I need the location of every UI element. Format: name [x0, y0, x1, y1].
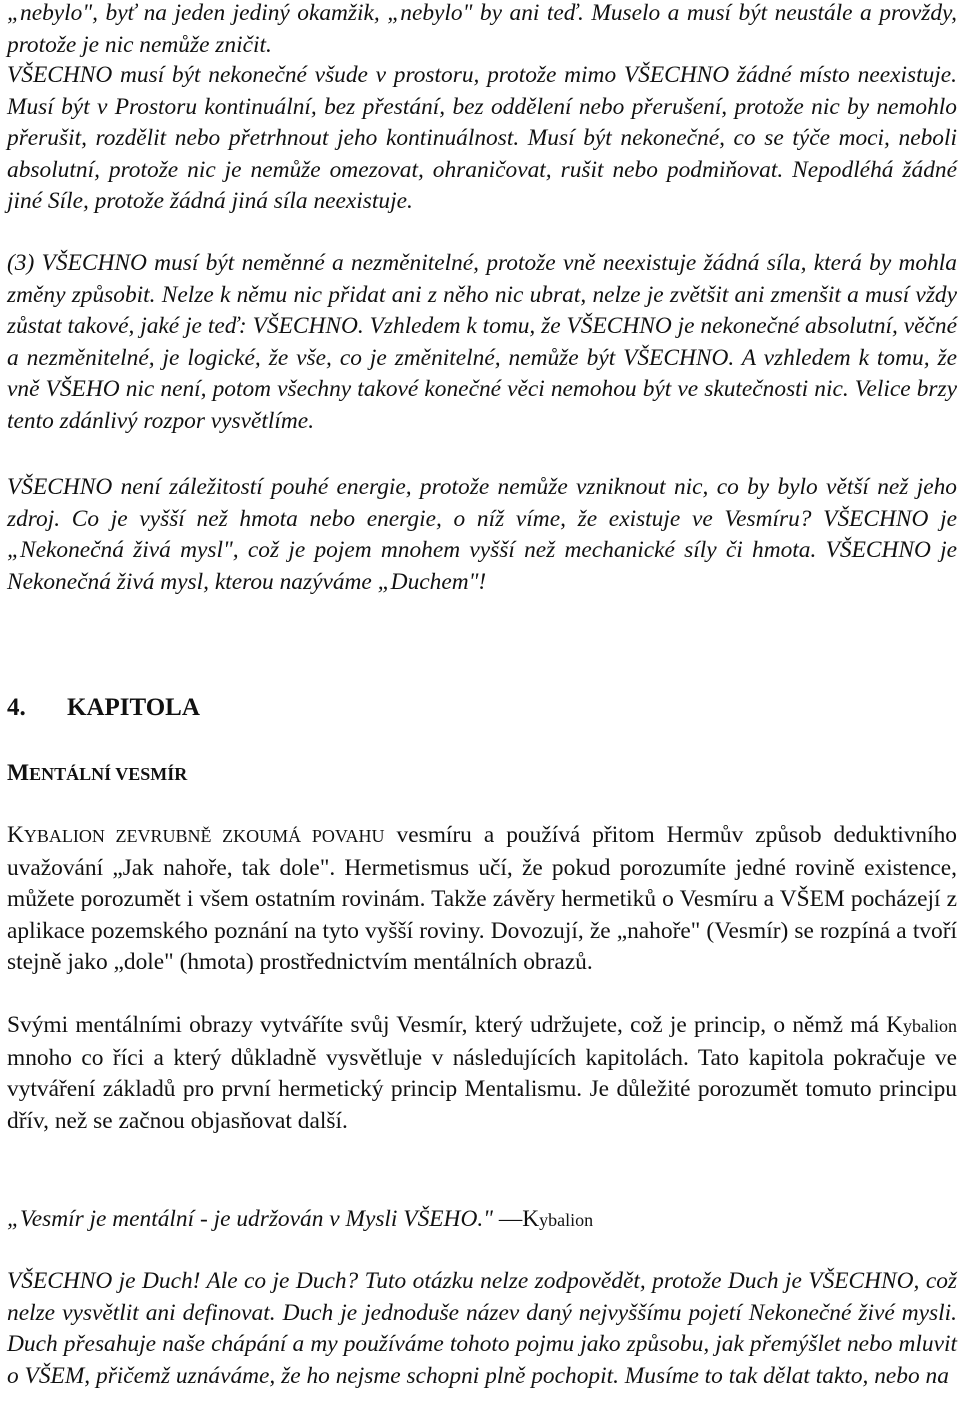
paragraph-mental-images: Svými mentálními obrazy vytváříte svůj Vesmír, který udržujete, což je princip, o němž má Kybalion mnoho co říci a který důkladně vysvětluje v následujících kapitolách. Tato kapitola pokračuje ve vytváření základů pro první hermetický princip Mentalismu. Je důležité porozumět tomuto principu dřív, než se začnou objasňovat další. — [7, 1012, 957, 1134]
paragraph-unchangeable: (3) VŠECHNO musí být neměnné a nezměnitelné, protože vně neexistuje žádná síla, která by mohla změny způsobit. Nelze k němu nic přidat ani z něho nic ubrat, nelze je zvětšit ani zmenšit a musí vždy zůstat takové, jaké je teď: VŠECHNO. Vzhledem k tomu, že VŠECHNO je nekonečné absolutní, věčné a nezměnitelné, je logické, že vše, co je změnitelné, nemůže být VŠECHNO. A vzhledem k tomu, že vně VŠEHO nic není, potom všechny takové konečné věci nemohou být ve skutečnosti nic. Velice brzy tento zdánlivý rozpor vysvětlíme. — [7, 250, 957, 434]
kybalion-quote: „Vesmír je mentální - je udržován v Mysli VŠEHO." —Kybalion — [7, 1206, 594, 1232]
chapter-number: 4. — [7, 694, 26, 721]
chapter-heading — [7, 694, 200, 722]
paragraph-kybalion-explores: KYBALION ZEVRUBNĚ ZKOUMÁ POVAHU vesmíru a používá přitom Hermův způsob deduktivního uvažování „Jak nahoře, tak dole". Hermetismus učí, že pokud porozumíte jedné rovině existence, můžete porozumět i všem ostatním rovinám. Takže závěry hermetiků o Vesmíru a VŠEM pocházejí z aplikace pozemského poznání na tyto vyšší roviny. Dovozují, že „nahoře" (Vesmír) se rozpíná a tvoří stejně jako „dole" (hmota) prostřednictvím mentálních obrazů. — [7, 822, 957, 975]
paragraph-continuation: „nebylo", byť na jeden jediný okamžik, „nebylo" by ani teď. Muselo a musí být neustále a provždy, protože je nic nemůže zničit. — [7, 0, 957, 58]
paragraph-spirit: VŠECHNO je Duch! Ale co je Duch? Tuto otázku nelze zodpovědět, protože Duch je VŠECHNO, což nelze vysvětlit ani definovat. Duch je jednoduše název daný nejvyššímu pojetí Nekonečné živé mysli. Duch přesahuje naše chápání a my používáme tohoto pojmu jako způsobu, jak přemýšlet nebo mluvit o VŠEM, přičemž uznáváme, že ho nejsme schopni plně pochopit. Musíme to tak dělat takto, nebo na — [7, 1268, 957, 1389]
paragraph-infinite-everywhere: VŠECHNO musí být nekonečné všude v prostoru, protože mimo VŠECHNO žádné místo neexistuje. Musí být v Prostoru kontinuální, bez přestání, bez oddělení nebo přerušení, protože nic by nemohlo přerušit, rozdělit nebo přetrhnout jeho kontinuálnost. Musí být nekonečné, co se týče moci, neboli absolutní, protože nic je nemůže omezovat, ohraničovat, rušit nebo podmiňovat. Nepodléhá žádné jiné Síle, protože žádná jiná síla neexistuje. — [7, 62, 957, 214]
chapter-title: KAPITOLA — [67, 694, 200, 721]
paragraph-living-mind: VŠECHNO není záležitostí pouhé energie, protože nemůže vzniknout nic, co by bylo větší než jeho zdroj. Co je vyšší než hmota nebo energie, o níž víme, že existuje ve Vesmíru? VŠECHNO je „Nekonečná živá mysl", což je pojem mnohem vyšší než mechanické síly či hmota. VŠECHNO je Nekonečná živá mysl, kterou nazýváme „Duchem"! — [7, 474, 957, 595]
chapter-subtitle: MENTÁLNÍ VESMÍR — [7, 760, 188, 786]
